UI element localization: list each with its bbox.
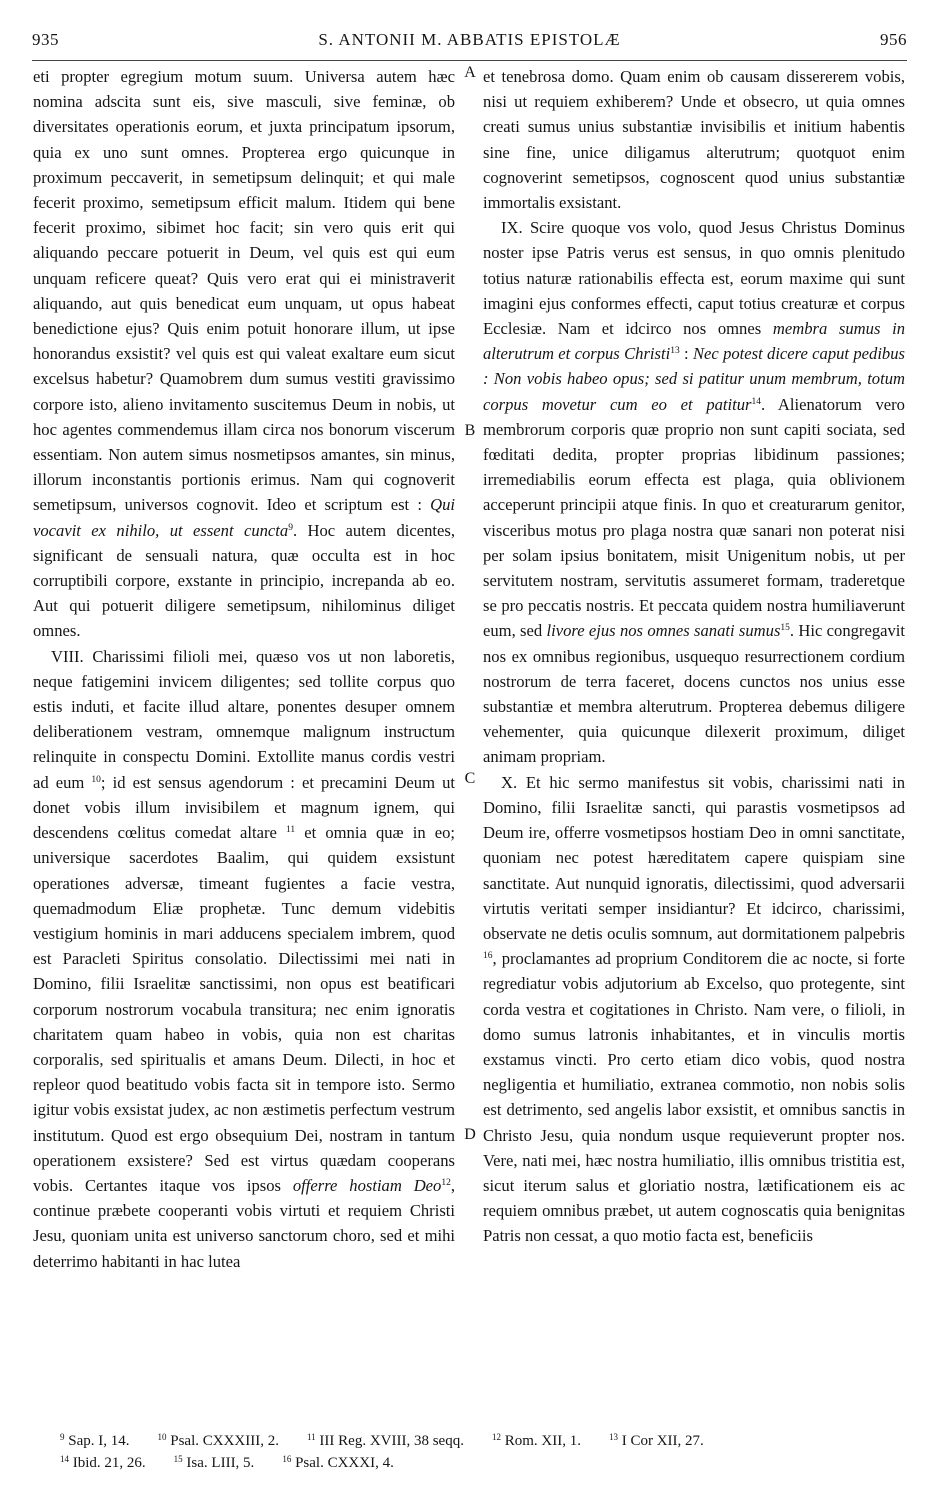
footnote	[60, 1452, 146, 1474]
footnote-ref: 9	[288, 522, 293, 533]
quote-italic: membra sumus in alterutrum et corpus Christi	[483, 319, 905, 364]
footnote-ref: 14	[751, 396, 761, 407]
footnote-number: 15	[173, 1454, 183, 1464]
running-header	[32, 30, 907, 61]
paragraph-ix	[483, 215, 905, 769]
footnote-number: 12	[491, 1432, 501, 1442]
footnote-text: Sap. I, 14.	[68, 1433, 130, 1449]
footnote-ref: 13	[670, 346, 680, 357]
text-run: . Hoc autem dicentes, significant de sensuali natura, quæ occulta est in hoc corruptibili corpore, exstante in principio, increpanda ab eo. Aut qui potuerit diligere semetipsum, nihilominus diliget omnes.	[33, 520, 455, 641]
footnote-number: 14	[60, 1454, 69, 1464]
footnote-text: Rom. XII, 1.	[504, 1433, 581, 1449]
quote-italic: offerre hostiam Deo	[292, 1175, 442, 1195]
text-run: ; id est sensus agendorum : et precamini Deum ut donet vobis illum invisibilem et magnum ignem, qui descendens cœlitus comedat altare	[33, 772, 455, 843]
page-number-right: 956	[880, 30, 907, 49]
footnote-number: 16	[282, 1454, 292, 1464]
text-run: :	[679, 344, 693, 364]
running-title: S. ANTONII M. ABBATIS EPISTOLÆ	[318, 30, 621, 49]
footnote-row	[60, 1430, 907, 1452]
margin-letter-c: C	[464, 770, 476, 787]
text-run: X. Et hic sermo manifestus sit vobis, charissimi nati in Domino, filii Israelitæ sancti, qui parastis vosmetipsos ad Deum ire, offerre vosmetipsos hostiam Deo in omni sanctitate, quoniam nec potest hæreditatem capere quispiam sine sanctitate. Aut nunquid ignoratis, dilectissimi, quod adversarii virtutis veritati semper insidiantur? Et idcirco, charissimi, observate ne detis oculis somnum, aut dormitationem palpebris	[483, 772, 905, 943]
footnote-ref: 15	[780, 623, 790, 634]
footnote	[158, 1430, 280, 1452]
text-run: , continue præbete cooperanti vobis virtuti et requiem Christi Jesu, quoniam unita est universo sanctorum choro, sed et mihi deterrimo habitanti in hac lutea	[33, 1175, 455, 1271]
page-number-left: 935	[32, 30, 59, 49]
right-column	[483, 64, 905, 1404]
footnotes	[60, 1430, 907, 1474]
footnote	[282, 1452, 394, 1474]
text-run: et tenebrosa domo. Quam enim ob causam dissererem vobis, nisi ut requiem exhiberem? Unde et obsecro, ut quia omnes creati sumus unius substantiæ invisibilis et initium habentis sine fine, unice diligamus alterutrum; quotquot enim cognoverint semetipsos, cognoscent quod unius substantiæ immortalis exsistant.	[483, 67, 905, 213]
footnote-number: 9	[60, 1432, 65, 1442]
footnote-text: Psal. CXXXI, 4.	[295, 1455, 394, 1471]
paragraph-vii-cont	[33, 64, 455, 644]
text-run: et omnia quæ in eo; universique sacerdotes Baalim, qui quidem exsistunt operationes adversæ, timeant fugientes a facie vestra, quemadmodum Eliæ prophetæ. Tunc demum videbitis vestigium hominis in mari adducens specialem imbrem, quod est Paracleti Spiritus consolatio. Dilectissimi mei nati in Domino, filii Israelitæ sanctissimi, non opus est beatificari corporum nostrorum vocabula transitura; nec enim ignoratis charitatem quam habeo in vobis, quia non est charitas corporalis, sed spiritualis et amans Deum. Dilecti, in hoc et repleor quod beatitudo vobis facta sit in tempore isto. Sermo igitur vobis exsistat judex, ac non æstimetis perfectum vestrum institutum. Quod est ergo obsequium Dei, nostram in tantum operationem exsistere? Sed est virtus quædam cooperans vobis. Certantes itaque vos ipsos	[33, 823, 455, 1195]
left-column	[33, 64, 455, 1404]
footnote-text: I Cor XII, 27.	[621, 1433, 704, 1449]
footnote-number: 11	[307, 1432, 316, 1442]
footnote	[609, 1430, 704, 1452]
text-run: . Alienatorum vero membrorum corporis quæ proprio non sunt capiti sociata, sed fœditati dedita, propter proprias libidinum passiones; irremediabilis eorum effecta est plaga, quia oblivionem acceperunt principii atque finis. In quo et creaturarum genitor, visceribus motus pro plaga nostra quæ sanari non poterat nisi per solam ipsius bonitatem, misit Unigenitum nobis, ut per servitutem nostram, servitutis assumeret formam, traderetque se pro peccatis nostris. Et peccata quidem nostra humiliaverunt eum, sed	[483, 394, 905, 641]
footnote-text: Psal. CXXXIII, 2.	[170, 1433, 279, 1449]
footnote-ref: 10	[91, 774, 101, 785]
text-run: eti propter egregium motum suum. Universa autem hæc nomina adscita sunt eis, sive masculi, sive feminæ, ob diversitates operationis eorum, et juxta principatum ipsorum, quia ex uno sunt omnes. Propterea ergo quicunque in proximum peccaverit, in semetipsum delinquit; et qui male fecerit proximo, semetipsum efficit malum. Itidem qui bene fecerit proximo, sibimet hoc facit; sin vero quis erit qui aliquando peccare potuerit in Deum, vel quis est qui eum unquam reficere queat? Quis vero erat qui ei ministraverit aliquando, aut quis benedicat eum unquam, ut opus habeat benedictione ejus? Quis enim potuit honorare illum, ut ipse honorandus exsistit? vel quis est qui valeat exaltare eum sicut excelsus habetur? Quamobrem dum sumus vestiti gravissimo corpore isto, alieno invitamento suscitemus Deum in nobis, ut hoc agentes commendemus illam circa nos bonorum viscerum essentiam. Non autem simus nosmetipsos amantes, sin minus, illorum inconstantis portionis erimus. Nam qui cognoverit semetipsum, universos cognovit. Ideo et scriptum est :	[33, 67, 455, 515]
paragraph-viii	[33, 644, 455, 1274]
footnote-row	[60, 1452, 907, 1474]
footnote	[307, 1430, 464, 1452]
text-run: , proclamantes ad proprium Conditorem die ac nocte, si forte regrediatur vobis adjutorium ab Excelso, quo protegente, sint corda vestra et cogitationes in Christo. Nam vere, o filioli, in domo sumus latronis inhabitantes, et in vinculis mortis exstamus vincti. Pro certo etiam dico vobis, quod nostra negligentia et humiliatio, extranea commotio, non nobis solis est detrimento, sed angelis labor exsistit, et omnibus sanctis in Christo Jesu, quia nondum usque requieverunt propter nos. Vere, nati mei, hæc nostra humiliatio, illis omnibus tristitia est, sicut iterum salus et gloriatio nostra, lætificationem eis ac requiem omnibus præbet, ut autem cognoscatis quia benignitas Patris non cessat, a quo motio facta est, beneficiis	[483, 949, 905, 1246]
footnote-text: III Reg. XVIII, 38 seqq.	[319, 1433, 464, 1449]
footnote-ref: 11	[286, 825, 296, 836]
footnote-text: Isa. LIII, 5.	[186, 1455, 255, 1471]
footnote	[492, 1430, 581, 1452]
footnote-ref: 12	[441, 1177, 451, 1188]
quote-italic: Qui vocavit ex nihilo, ut essent cuncta	[33, 495, 455, 540]
footnote-text: Ibid. 21, 26.	[72, 1455, 146, 1471]
footnote	[174, 1452, 255, 1474]
paragraph-viii-cont	[483, 64, 905, 215]
margin-letter-b: B	[464, 422, 476, 439]
footnote-number: 10	[157, 1432, 167, 1442]
margin-letter-a: A	[464, 64, 476, 81]
quote-italic: Nec potest dicere caput pedibus : Non vobis habeo opus; sed si patitur unum membrum, totum corpus movetur cum eo et patitur	[483, 344, 905, 414]
text-run: VIII. Charissimi filioli mei, quæso vos ut non laboretis, neque fatigemini invicem diligentes; sed tollite corpus quo estis induti, et facite illud altare, ponentes desuper omnem deliberationem vestram, omnemque malignum instructum relinquite in conspectu Domini. Extollite manus cordis vestri ad eum	[33, 646, 455, 792]
quote-italic: livore ejus nos omnes sanati sumus	[546, 621, 781, 641]
text-run: IX. Scire quoque vos volo, quod Jesus Christus Dominus noster ipse Patris verus est sensus, in quo omnis plenitudo totius naturæ rationabilis effecta est, eorum maxime qui sunt imagini ejus conformes effecti, caput totius creaturæ et corpus Ecclesiæ. Nam et idcirco nos omnes	[483, 218, 905, 339]
margin-letter-d: D	[464, 1126, 476, 1143]
footnote	[60, 1430, 130, 1452]
footnote-number: 13	[608, 1432, 618, 1442]
paragraph-x	[483, 770, 905, 1249]
text-run: . Hic congregavit nos ex omnibus regionibus, usquequo resurrectionem cordium nostrorum de terra faceret, docens cunctos nos unius esse substantiæ et membra alterutrum. Propterea debemus diligere vehementer, quia quicunque dilexerit proximum, diliget animam propriam.	[483, 621, 905, 767]
footnote-ref: 16	[483, 951, 493, 962]
